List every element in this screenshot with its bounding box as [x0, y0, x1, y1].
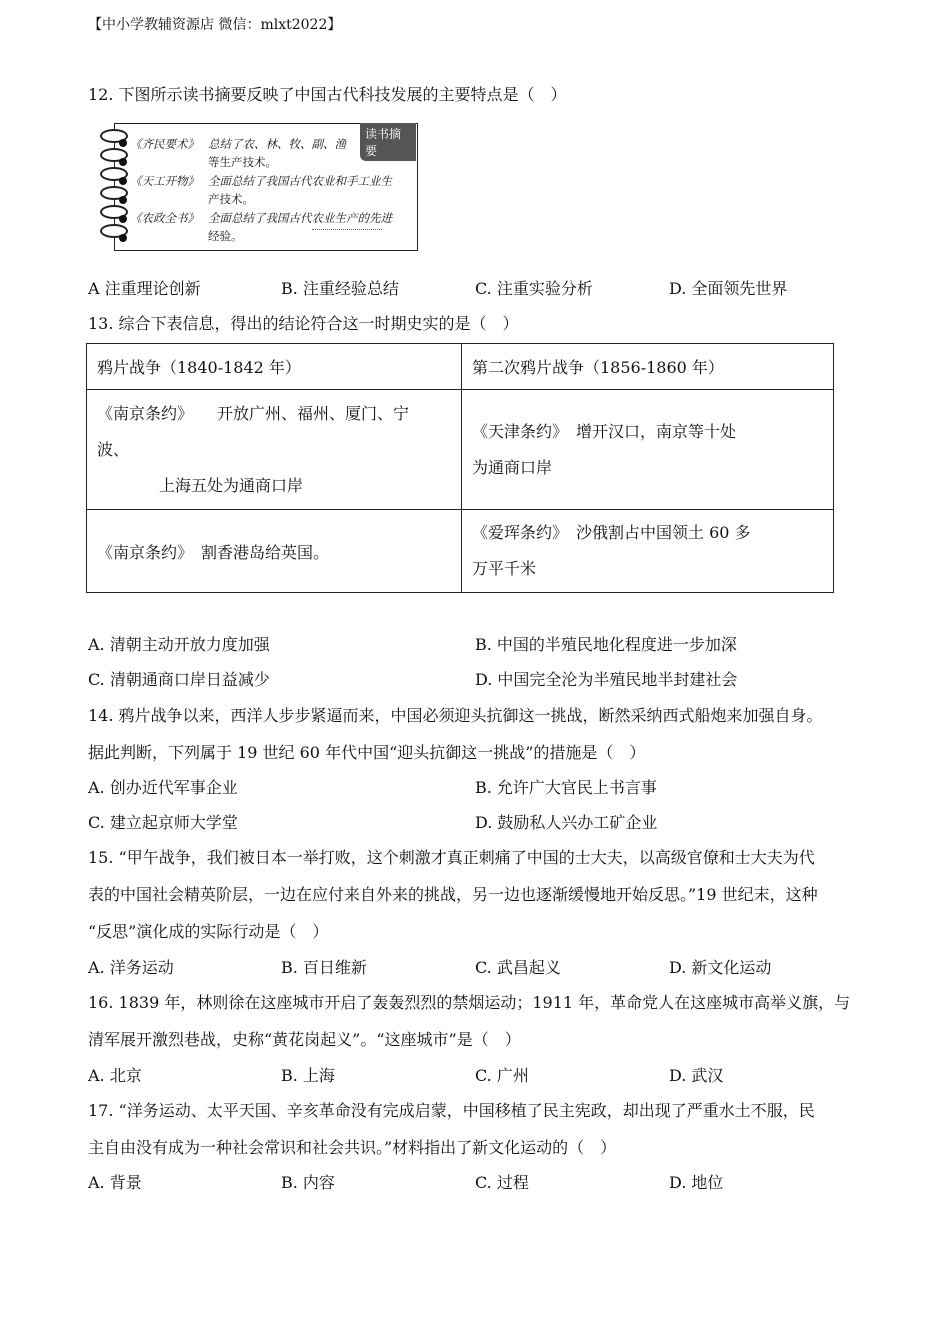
- q13-option-a[interactable]: A. 清朝主动开放力度加强: [88, 635, 270, 654]
- table-cell-text: 为通商口岸: [472, 457, 553, 477]
- q16-option-a[interactable]: A. 北京: [88, 1066, 142, 1085]
- q16-option-d[interactable]: D. 武汉: [669, 1066, 724, 1085]
- notes-entry-text: 经验。: [208, 229, 243, 243]
- q16-option-b[interactable]: B. 上海: [281, 1066, 335, 1085]
- table-cell: [87, 390, 462, 510]
- q15-option-d[interactable]: D. 新文化运动: [669, 958, 772, 977]
- notes-entry-book: 《齐民要术》: [130, 137, 199, 151]
- notes-entry-text: 等生产技术。: [208, 155, 277, 169]
- q15-stem: 15. “甲午战争，我们被日本一举打败，这个刺激才真正刺痛了中国的士大夫，以高级官僚和士大夫为代: [88, 848, 815, 867]
- q14-option-a[interactable]: A. 创办近代军事企业: [88, 778, 238, 797]
- q14-stem: 据此判断，下列属于 19 世纪 60 年代中国“迎头抗御这一挑战”的措施是（ ）: [88, 743, 646, 762]
- table-cell: 《南京条约》 割香港岛给英国。: [87, 510, 462, 593]
- q12-stem: 12. 下图所示读书摘要反映了中国古代科技发展的主要特点是（ ）: [88, 85, 567, 104]
- q12-option-b[interactable]: B. 注重经验总结: [281, 279, 399, 298]
- q16-stem: 清军展开激烈巷战，史称“黄花岗起义”。“这座城市”是（ ）: [88, 1030, 521, 1049]
- notes-entry-text: 全面总结了我国古代农业和手工业生: [208, 174, 392, 188]
- table-cell: [462, 510, 834, 593]
- q16-option-c[interactable]: C. 广州: [475, 1066, 529, 1085]
- q13-stem: 13. 综合下表信息，得出的结论符合这一时期史实的是（ ）: [88, 314, 519, 333]
- table-header-cell: 鸦片战争（1840-1842 年）: [87, 344, 462, 390]
- source-header: 【中小学教辅资源店 微信：mlxt2022】: [88, 17, 342, 33]
- bullet-dot-icon: [119, 177, 127, 185]
- page-cut-mark: [312, 229, 382, 236]
- table-cell-text: 《爱珲条约》 沙俄割占中国领土 60 多: [472, 523, 751, 542]
- q16-stem: 16. 1839 年，林则徐在这座城市开启了轰轰烈烈的禁烟运动；1911 年，革命党人在这座城市高举义旗，与: [88, 993, 851, 1012]
- q17-option-b[interactable]: B. 内容: [281, 1173, 335, 1192]
- bullet-dot-icon: [119, 196, 127, 204]
- notes-entry-text: 总结了农、林、牧、副、渔: [208, 137, 346, 151]
- bullet-dot-icon: [119, 234, 127, 242]
- table-cell-text: 《天津条约》 增开汉口，南京等十处: [472, 421, 737, 441]
- q15-stem: “反思”演化成的实际行动是（ ）: [88, 922, 329, 941]
- q15-option-c[interactable]: C. 武昌起义: [475, 958, 561, 977]
- table-cell-text: 万平千米: [472, 559, 537, 578]
- q13-option-b[interactable]: B. 中国的半殖民地化程度进一步加深: [475, 635, 737, 654]
- notes-entry-text: 产技术。: [208, 192, 254, 206]
- treaty-comparison-table: [86, 343, 834, 593]
- q14-option-d[interactable]: D. 鼓励私人兴办工矿企业: [475, 813, 658, 832]
- q17-option-d[interactable]: D. 地位: [669, 1173, 724, 1192]
- q15-option-b[interactable]: B. 百日维新: [281, 958, 367, 977]
- q17-stem: 主自由没有成为一种社会常识和社会共识。”材料指出了新文化运动的（ ）: [88, 1138, 617, 1157]
- q15-stem: 表的中国社会精英阶层，一边在应付来自外来的挑战，另一边也逐渐缓慢地开始反思。”19 世纪末，这种: [88, 885, 818, 904]
- notes-entry-book: 《农政全书》: [130, 211, 199, 225]
- q17-option-c[interactable]: C. 过程: [475, 1173, 529, 1192]
- q13-option-d[interactable]: D. 中国完全沦为半殖民地半封建社会: [475, 670, 738, 689]
- q14-option-c[interactable]: C. 建立起京师大学堂: [88, 813, 238, 832]
- table-header-cell: 第二次鸦片战争（1856-1860 年）: [462, 344, 834, 390]
- q12-option-a[interactable]: A 注重理论创新: [88, 279, 201, 298]
- q17-stem: 17. “洋务运动、太平天国、辛亥革命没有完成启蒙，中国移植了民主宪政，却出现了严重水土不服，民: [88, 1101, 815, 1120]
- q14-option-b[interactable]: B. 允许广大官民上书言事: [475, 778, 657, 797]
- q12-option-d[interactable]: D. 全面领先世界: [669, 279, 788, 298]
- q15-option-a[interactable]: A. 洋务运动: [88, 958, 174, 977]
- q14-stem: 14. 鸦片战争以来，西洋人步步紧逼而来，中国必须迎头抗御这一挑战，断然采纳西式船炮来加强自身。: [88, 706, 823, 725]
- reading-notes-figure: [100, 119, 418, 251]
- notes-entry-book: 《天工开物》: [130, 174, 199, 188]
- bullet-dot-icon: [119, 158, 127, 166]
- q13-option-c[interactable]: C. 清朝通商口岸日益减少: [88, 670, 270, 689]
- bullet-dot-icon: [119, 139, 127, 147]
- q17-option-a[interactable]: A. 背景: [88, 1173, 142, 1192]
- q12-option-c[interactable]: C. 注重实验分析: [475, 279, 593, 298]
- notes-entry-text: 全面总结了我国古代农业生产的先进: [208, 211, 392, 225]
- table-cell: [462, 390, 834, 510]
- bullet-dot-icon: [119, 215, 127, 223]
- table-cell-text: 上海五处为通商口岸: [159, 475, 304, 495]
- notes-tag: 读书摘要: [360, 123, 416, 161]
- table-cell-text: 波、: [97, 439, 130, 459]
- table-cell-text: 《南京条约》 开放广州、福州、厦门、宁: [97, 403, 410, 423]
